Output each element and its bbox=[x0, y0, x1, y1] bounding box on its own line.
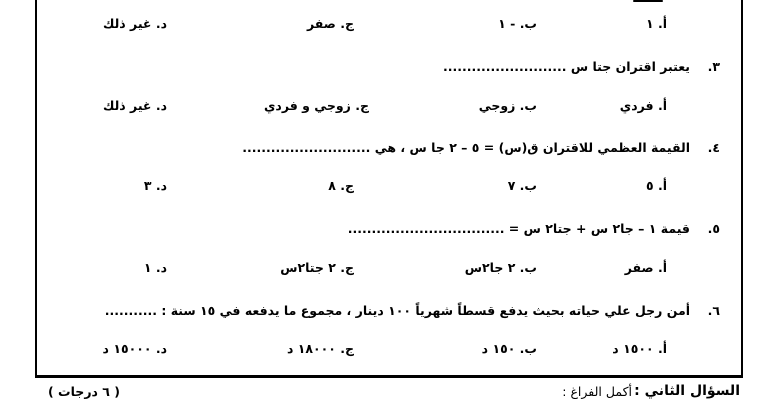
q4-option-a: أ. ٥ bbox=[645, 178, 667, 193]
page-border-right bbox=[741, 0, 743, 375]
q3-option-a: أ. فردي bbox=[619, 98, 667, 113]
q3-option-b: ب. زوجي bbox=[478, 98, 537, 113]
q5-option-c: ج. ٢ جتا٢س bbox=[280, 260, 354, 275]
q2-option-b: ب. - ١ bbox=[498, 16, 537, 31]
q6-option-c: ج. ١٨٠٠٠ د bbox=[286, 341, 354, 356]
q5-number: ٥. bbox=[707, 221, 720, 236]
section-divider bbox=[35, 375, 743, 378]
q4-text: القيمة العظمي للاقتران ق(س) = ٥ – ٢ جا س ، هي ........................... bbox=[242, 140, 690, 155]
q6-option-b: ب. ١٥٠ د bbox=[481, 341, 537, 356]
q6-option-d: د. ١٥٠٠٠ د bbox=[102, 341, 167, 356]
section2-marks: ( ٦ درجات ) bbox=[47, 384, 120, 399]
q4-option-d: د. ٣ bbox=[143, 178, 167, 193]
q2-option-d: د. غير ذلك bbox=[102, 16, 167, 31]
section2-instruction: أكمل الفراغ : bbox=[562, 384, 632, 399]
q5-option-d: د. ١ bbox=[143, 260, 167, 275]
page-border-left bbox=[35, 0, 37, 375]
q2-option-a: أ. ١ bbox=[645, 16, 667, 31]
q3-text: يعتبر اقتران جتا س .......................... bbox=[443, 59, 690, 74]
q3-option-c: ج. زوجي و فردي bbox=[263, 98, 369, 113]
q4-number: ٤. bbox=[707, 140, 720, 155]
q5-text: قيمة ١ – جا٢ س + جتا٢ س = ................................. bbox=[347, 221, 690, 236]
q4-option-b: ب. ٧ bbox=[507, 178, 537, 193]
q6-option-a: أ. ١٥٠٠ د bbox=[612, 341, 667, 356]
q4-option-c: ج. ٨ bbox=[328, 178, 354, 193]
cropped-text-fragment bbox=[625, 0, 665, 4]
q5-option-b: ب. ٢ جا٢س bbox=[464, 260, 537, 275]
q3-number: ٣. bbox=[707, 59, 720, 74]
section2-title: السؤال الثاني : bbox=[634, 383, 740, 399]
q2-option-c: ج. صفر bbox=[307, 16, 354, 31]
q6-number: ٦. bbox=[707, 303, 720, 318]
q5-option-a: أ. صفر bbox=[624, 260, 667, 275]
q6-text: أمن رجل علي حياته بحيث يدفع قسطاً شهرياً ١٠٠ دينار ، مجموع ما يدفعه في ١٥ سنة : ........... bbox=[104, 303, 690, 318]
q3-option-d: د. غير ذلك bbox=[102, 98, 167, 113]
